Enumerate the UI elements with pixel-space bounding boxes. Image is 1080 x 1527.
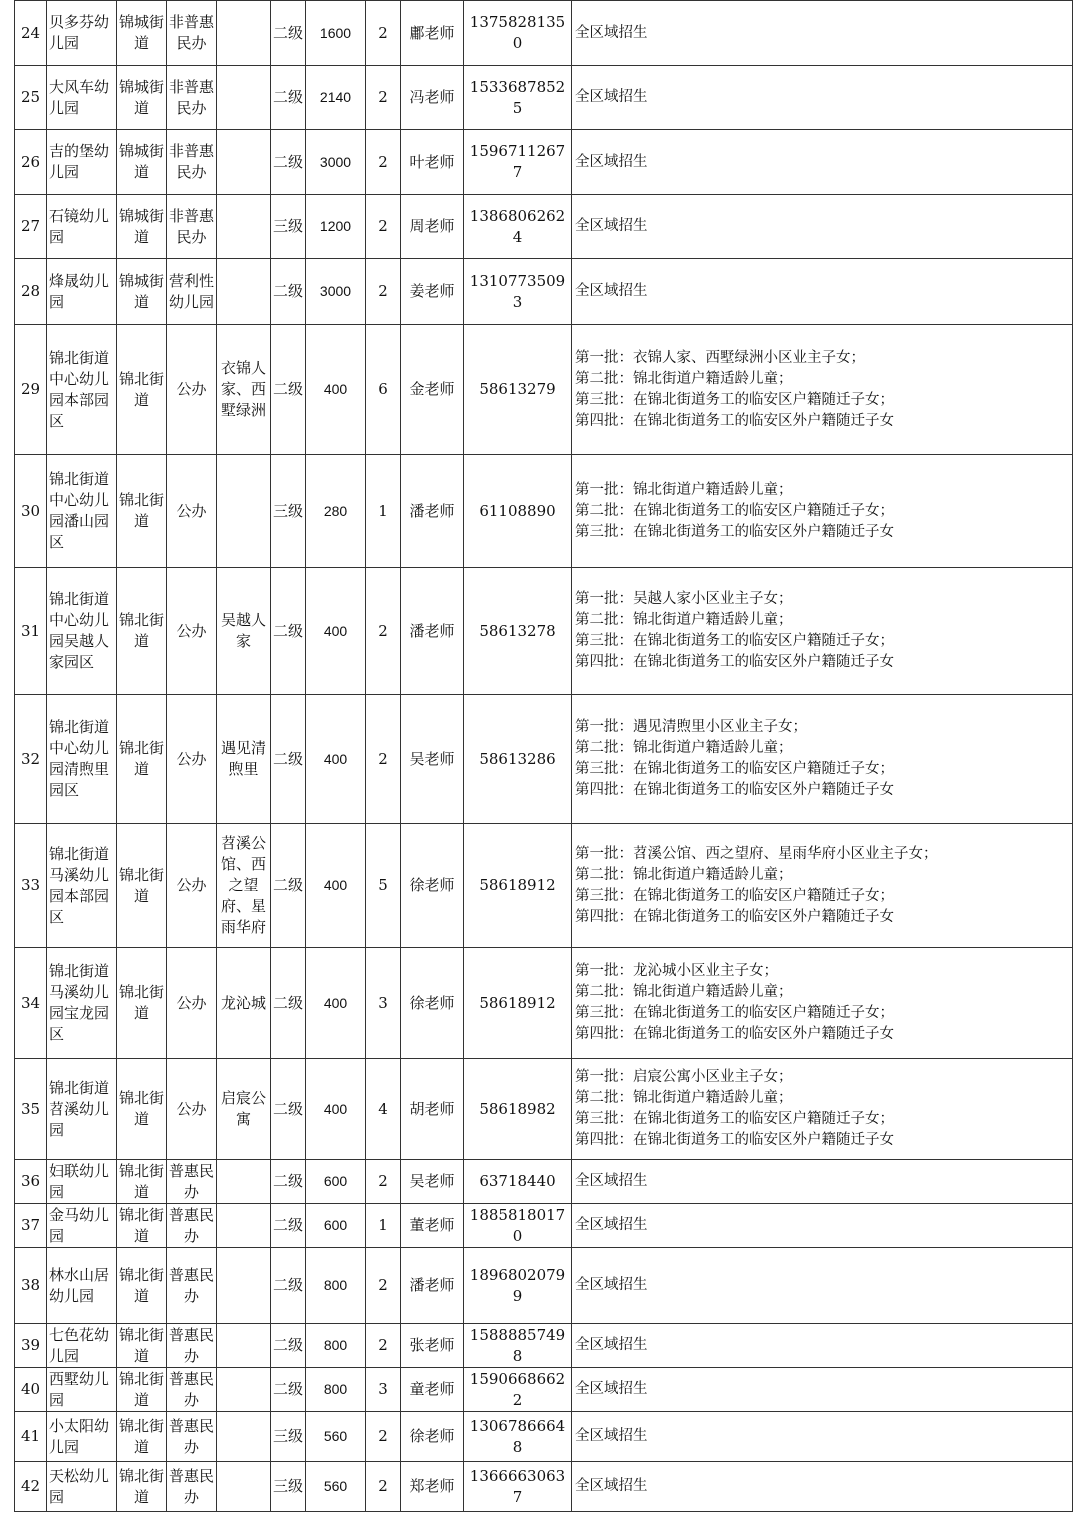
street-name: 锦北街道 (117, 325, 167, 455)
district-area: 启宸公寓 (217, 1059, 271, 1160)
class-count: 1 (366, 455, 401, 568)
school-level: 二级 (271, 1059, 306, 1160)
policy-line: 第二批：锦北街道户籍适龄儿童； (575, 984, 793, 1000)
monthly-fee: 400 (306, 1059, 366, 1160)
contact-phone: 13666630637 (464, 1462, 572, 1512)
table-row (15, 824, 1073, 948)
row-number: 31 (15, 568, 47, 695)
row-number: 26 (15, 130, 47, 195)
monthly-fee: 400 (306, 695, 366, 824)
kindergarten-name: 金马幼儿园 (47, 1204, 117, 1248)
kindergarten-name: 锦北街道苕溪幼儿园 (47, 1059, 117, 1160)
district-area (217, 455, 271, 568)
street-name: 锦城街道 (117, 195, 167, 259)
school-level: 二级 (271, 695, 306, 824)
table-row (15, 259, 1073, 325)
class-count: 2 (366, 66, 401, 130)
enrollment-policy (572, 1059, 1073, 1160)
contact-person: 郑老师 (401, 1462, 464, 1512)
enrollment-policy (572, 1160, 1073, 1204)
policy-line: 第三批：在锦北街道务工的临安区户籍随迁子女； (575, 633, 894, 649)
contact-phone: 18858180170 (464, 1204, 572, 1248)
school-type: 公办 (167, 1059, 217, 1160)
class-count: 2 (366, 1462, 401, 1512)
district-area (217, 259, 271, 325)
class-count: 2 (366, 1412, 401, 1462)
policy-line: 第二批：锦北街道户籍适龄儿童； (575, 866, 793, 883)
table-row (15, 1412, 1073, 1462)
school-level: 二级 (271, 66, 306, 130)
contact-person: 姜老师 (401, 259, 464, 325)
table-row (15, 455, 1073, 568)
monthly-fee: 2140 (306, 66, 366, 130)
class-count: 3 (366, 1368, 401, 1412)
school-level: 二级 (271, 1368, 306, 1412)
street-name: 锦北街道 (117, 1324, 167, 1368)
policy-line: 第二批：在锦北街道务工的临安区户籍随迁子女； (575, 502, 894, 519)
row-number: 39 (15, 1324, 47, 1368)
district-area (217, 1204, 271, 1248)
street-name: 锦北街道 (117, 1412, 167, 1462)
kindergarten-name: 锦北街道中心幼儿园潘山园区 (47, 455, 117, 568)
class-count: 3 (366, 948, 401, 1059)
school-level: 二级 (271, 325, 306, 455)
school-type: 普惠民办 (167, 1160, 217, 1204)
kindergarten-name: 天松幼儿园 (47, 1462, 117, 1512)
school-type: 普惠民办 (167, 1412, 217, 1462)
contact-phone: 15888857498 (464, 1324, 572, 1368)
table-row (15, 1204, 1073, 1248)
policy-line: 第一批：启宸公寓小区业主子女； (575, 1069, 793, 1085)
enrollment-policy (572, 695, 1073, 824)
street-name: 锦城街道 (117, 259, 167, 325)
table-row (15, 1248, 1073, 1324)
row-number: 25 (15, 66, 47, 130)
street-name: 锦北街道 (117, 695, 167, 824)
policy-line: 第二批：锦北街道户籍适龄儿童； (575, 740, 793, 756)
enrollment-policy (572, 948, 1073, 1059)
policy-line: 第一批：衣锦人家、西墅绿洲小区业主子女； (575, 349, 865, 366)
contact-person: 吴老师 (401, 695, 464, 824)
enrollment-policy (572, 568, 1073, 695)
kindergarten-enrollment-table (14, 0, 1073, 1512)
district-area (217, 1368, 271, 1412)
contact-phone: 13067866648 (464, 1412, 572, 1462)
street-name: 锦北街道 (117, 568, 167, 695)
district-area: 龙沁城 (217, 948, 271, 1059)
kindergarten-name: 贝多芬幼儿园 (47, 1, 117, 66)
policy-line: 第四批：在锦北街道务工的临安区外户籍随迁子女 (575, 412, 894, 429)
street-name: 锦北街道 (117, 824, 167, 948)
policy-line: 第三批：在锦北街道务工的临安区户籍随迁子女； (575, 1111, 894, 1127)
district-area (217, 195, 271, 259)
policy-line: 全区域招生 (575, 1173, 648, 1189)
district-area: 遇见清煦里 (217, 695, 271, 824)
kindergarten-name: 石镜幼儿园 (47, 195, 117, 259)
class-count: 2 (366, 259, 401, 325)
row-number: 24 (15, 1, 47, 66)
contact-person: 潘老师 (401, 568, 464, 695)
enrollment-policy (572, 1462, 1073, 1512)
monthly-fee: 400 (306, 824, 366, 948)
school-type: 公办 (167, 455, 217, 568)
street-name: 锦北街道 (117, 1059, 167, 1160)
street-name: 锦城街道 (117, 1, 167, 66)
school-type: 普惠民办 (167, 1248, 217, 1324)
policy-line: 第四批：在锦北街道务工的临安区外户籍随迁子女 (575, 908, 894, 925)
policy-line: 全区域招生 (575, 1277, 648, 1293)
kindergarten-name: 锦北街道中心幼儿园清煦里园区 (47, 695, 117, 824)
school-level: 三级 (271, 455, 306, 568)
table-row (15, 195, 1073, 259)
district-area: 苕溪公馆、西之望府、星雨华府 (217, 824, 271, 948)
kindergarten-name: 锦北街道马溪幼儿园本部园区 (47, 824, 117, 948)
enrollment-policy (572, 1368, 1073, 1412)
kindergarten-name: 锦北街道中心幼儿园本部园区 (47, 325, 117, 455)
district-area (217, 1248, 271, 1324)
school-level: 三级 (271, 1412, 306, 1462)
policy-line: 全区域招生 (575, 218, 648, 234)
school-level: 二级 (271, 1324, 306, 1368)
policy-line: 第二批：锦北街道户籍适龄儿童； (575, 612, 793, 628)
monthly-fee: 400 (306, 948, 366, 1059)
class-count: 2 (366, 1248, 401, 1324)
enrollment-policy (572, 1412, 1073, 1462)
street-name: 锦北街道 (117, 1160, 167, 1204)
kindergarten-name: 林水山居幼儿园 (47, 1248, 117, 1324)
table-row (15, 695, 1073, 824)
contact-person: 吴老师 (401, 1160, 464, 1204)
table-row (15, 66, 1073, 130)
policy-line: 第二批：锦北街道户籍适龄儿童； (575, 370, 793, 387)
row-number: 28 (15, 259, 47, 325)
monthly-fee: 400 (306, 568, 366, 695)
contact-person: 董老师 (401, 1204, 464, 1248)
enrollment-policy (572, 1, 1073, 66)
contact-person: 叶老师 (401, 130, 464, 195)
class-count: 2 (366, 1, 401, 66)
district-area (217, 1412, 271, 1462)
school-type: 非普惠民办 (167, 130, 217, 195)
monthly-fee: 800 (306, 1324, 366, 1368)
monthly-fee: 600 (306, 1160, 366, 1204)
school-type: 普惠民办 (167, 1462, 217, 1512)
contact-phone: 15967112677 (464, 130, 572, 195)
street-name: 锦北街道 (117, 455, 167, 568)
class-count: 2 (366, 195, 401, 259)
contact-phone: 58613279 (464, 325, 572, 455)
contact-phone: 58618982 (464, 1059, 572, 1160)
policy-line: 全区域招生 (575, 1381, 648, 1397)
school-type: 非普惠民办 (167, 66, 217, 130)
policy-line: 全区域招生 (575, 1428, 648, 1444)
policy-line: 全区域招生 (575, 1337, 648, 1353)
contact-phone: 58618912 (464, 948, 572, 1059)
monthly-fee: 800 (306, 1368, 366, 1412)
enrollment-policy (572, 1204, 1073, 1248)
school-level: 二级 (271, 1204, 306, 1248)
kindergarten-name: 吉的堡幼儿园 (47, 130, 117, 195)
policy-line: 全区域招生 (575, 89, 648, 105)
school-level: 二级 (271, 568, 306, 695)
policy-line: 第一批：遇见清煦里小区业主子女； (575, 719, 807, 735)
contact-phone: 63718440 (464, 1160, 572, 1204)
street-name: 锦北街道 (117, 1204, 167, 1248)
row-number: 37 (15, 1204, 47, 1248)
contact-person: 冯老师 (401, 66, 464, 130)
enrollment-policy (572, 1248, 1073, 1324)
school-type: 普惠民办 (167, 1368, 217, 1412)
kindergarten-name: 锦北街道马溪幼儿园宝龙园区 (47, 948, 117, 1059)
school-level: 二级 (271, 948, 306, 1059)
row-number: 27 (15, 195, 47, 259)
policy-line: 全区域招生 (575, 153, 648, 170)
school-type: 营利性幼儿园 (167, 259, 217, 325)
enrollment-policy (572, 1324, 1073, 1368)
enrollment-policy (572, 824, 1073, 948)
contact-phone: 58613278 (464, 568, 572, 695)
policy-line: 第一批：吴越人家小区业主子女； (575, 591, 793, 607)
contact-person: 金老师 (401, 325, 464, 455)
class-count: 1 (366, 1204, 401, 1248)
contact-person: 童老师 (401, 1368, 464, 1412)
row-number: 34 (15, 948, 47, 1059)
policy-line: 第四批：在锦北街道务工的临安区外户籍随迁子女 (575, 782, 894, 798)
class-count: 2 (366, 1324, 401, 1368)
monthly-fee: 280 (306, 455, 366, 568)
table-row (15, 1, 1073, 66)
policy-line: 第三批：在锦北街道务工的临安区户籍随迁子女； (575, 761, 894, 777)
policy-line: 第四批：在锦北街道务工的临安区外户籍随迁子女 (575, 654, 894, 670)
district-area (217, 1, 271, 66)
class-count: 2 (366, 568, 401, 695)
contact-person: 胡老师 (401, 1059, 464, 1160)
school-level: 二级 (271, 259, 306, 325)
contact-phone: 61108890 (464, 455, 572, 568)
school-level: 二级 (271, 1248, 306, 1324)
district-area (217, 1160, 271, 1204)
school-level: 二级 (271, 1160, 306, 1204)
monthly-fee: 800 (306, 1248, 366, 1324)
monthly-fee: 560 (306, 1412, 366, 1462)
district-area: 衣锦人家、西墅绿洲 (217, 325, 271, 455)
contact-phone: 58618912 (464, 824, 572, 948)
school-level: 三级 (271, 1462, 306, 1512)
kindergarten-name: 锦北街道中心幼儿园吴越人家园区 (47, 568, 117, 695)
contact-person: 徐老师 (401, 1412, 464, 1462)
policy-line: 第三批：在锦北街道务工的临安区外户籍随迁子女 (575, 523, 894, 540)
district-area (217, 1324, 271, 1368)
school-level: 二级 (271, 824, 306, 948)
row-number: 30 (15, 455, 47, 568)
enrollment-policy (572, 195, 1073, 259)
policy-line: 第一批：龙沁城小区业主子女； (575, 963, 778, 979)
policy-line: 第三批：在锦北街道务工的临安区户籍随迁子女； (575, 1005, 894, 1021)
contact-person: 徐老师 (401, 824, 464, 948)
kindergarten-name: 妇联幼儿园 (47, 1160, 117, 1204)
school-type: 普惠民办 (167, 1324, 217, 1368)
policy-line: 全区域招生 (575, 1217, 648, 1233)
monthly-fee: 560 (306, 1462, 366, 1512)
enrollment-policy (572, 66, 1073, 130)
policy-line: 全区域招生 (575, 24, 648, 41)
row-number: 36 (15, 1160, 47, 1204)
row-number: 41 (15, 1412, 47, 1462)
school-type: 公办 (167, 568, 217, 695)
class-count: 5 (366, 824, 401, 948)
table-row (15, 325, 1073, 455)
table-body (15, 1, 1073, 1512)
policy-line: 第三批：在锦北街道务工的临安区户籍随迁子女； (575, 391, 894, 408)
kindergarten-name: 西墅幼儿园 (47, 1368, 117, 1412)
row-number: 40 (15, 1368, 47, 1412)
table-row (15, 1368, 1073, 1412)
street-name: 锦城街道 (117, 66, 167, 130)
monthly-fee: 3000 (306, 259, 366, 325)
district-area: 吴越人家 (217, 568, 271, 695)
kindergarten-name: 七色花幼儿园 (47, 1324, 117, 1368)
monthly-fee: 3000 (306, 130, 366, 195)
contact-phone: 18968020799 (464, 1248, 572, 1324)
school-type: 公办 (167, 824, 217, 948)
policy-line: 第四批：在锦北街道务工的临安区外户籍随迁子女 (575, 1132, 894, 1148)
school-type: 非普惠民办 (167, 1, 217, 66)
contact-person: 鄘老师 (401, 1, 464, 66)
contact-person: 周老师 (401, 195, 464, 259)
district-area (217, 1462, 271, 1512)
policy-line: 全区域招生 (575, 1478, 648, 1494)
policy-line: 第三批：在锦北街道务工的临安区户籍随迁子女； (575, 887, 894, 904)
row-number: 42 (15, 1462, 47, 1512)
street-name: 锦北街道 (117, 1368, 167, 1412)
kindergarten-name: 烽晟幼儿园 (47, 259, 117, 325)
row-number: 35 (15, 1059, 47, 1160)
class-count: 4 (366, 1059, 401, 1160)
school-level: 二级 (271, 130, 306, 195)
class-count: 2 (366, 1160, 401, 1204)
street-name: 锦北街道 (117, 948, 167, 1059)
enrollment-policy (572, 259, 1073, 325)
contact-person: 徐老师 (401, 948, 464, 1059)
contact-phone: 13868062624 (464, 195, 572, 259)
street-name: 锦北街道 (117, 1462, 167, 1512)
school-type: 非普惠民办 (167, 195, 217, 259)
enrollment-policy (572, 130, 1073, 195)
table-row (15, 130, 1073, 195)
policy-line: 第四批：在锦北街道务工的临安区外户籍随迁子女 (575, 1026, 894, 1042)
table-row (15, 1160, 1073, 1204)
table-row (15, 568, 1073, 695)
table-row (15, 1324, 1073, 1368)
class-count: 2 (366, 130, 401, 195)
class-count: 6 (366, 325, 401, 455)
enrollment-policy (572, 455, 1073, 568)
school-type: 普惠民办 (167, 1204, 217, 1248)
district-area (217, 66, 271, 130)
contact-phone: 13758281350 (464, 1, 572, 66)
school-type: 公办 (167, 325, 217, 455)
street-name: 锦城街道 (117, 130, 167, 195)
policy-line: 第一批：锦北街道户籍适龄儿童； (575, 481, 793, 498)
school-level: 二级 (271, 1, 306, 66)
school-type: 公办 (167, 695, 217, 824)
school-type: 公办 (167, 948, 217, 1059)
district-area (217, 130, 271, 195)
monthly-fee: 1600 (306, 1, 366, 66)
row-number: 32 (15, 695, 47, 824)
enrollment-policy (572, 325, 1073, 455)
class-count: 2 (366, 695, 401, 824)
kindergarten-name: 大风车幼儿园 (47, 66, 117, 130)
contact-person: 张老师 (401, 1324, 464, 1368)
contact-phone: 15336878525 (464, 66, 572, 130)
row-number: 33 (15, 824, 47, 948)
row-number: 38 (15, 1248, 47, 1324)
monthly-fee: 600 (306, 1204, 366, 1248)
contact-person: 潘老师 (401, 455, 464, 568)
contact-phone: 13107735093 (464, 259, 572, 325)
policy-line: 全区域招生 (575, 283, 648, 299)
row-number: 29 (15, 325, 47, 455)
contact-phone: 58613286 (464, 695, 572, 824)
policy-line: 第二批：锦北街道户籍适龄儿童； (575, 1090, 793, 1106)
monthly-fee: 1200 (306, 195, 366, 259)
contact-person: 潘老师 (401, 1248, 464, 1324)
street-name: 锦北街道 (117, 1248, 167, 1324)
table-row (15, 948, 1073, 1059)
policy-line: 第一批：苕溪公馆、西之望府、星雨华府小区业主子女； (575, 845, 938, 862)
kindergarten-name: 小太阳幼儿园 (47, 1412, 117, 1462)
table-row (15, 1462, 1073, 1512)
table-row (15, 1059, 1073, 1160)
monthly-fee: 400 (306, 325, 366, 455)
contact-phone: 15906686622 (464, 1368, 572, 1412)
school-level: 三级 (271, 195, 306, 259)
